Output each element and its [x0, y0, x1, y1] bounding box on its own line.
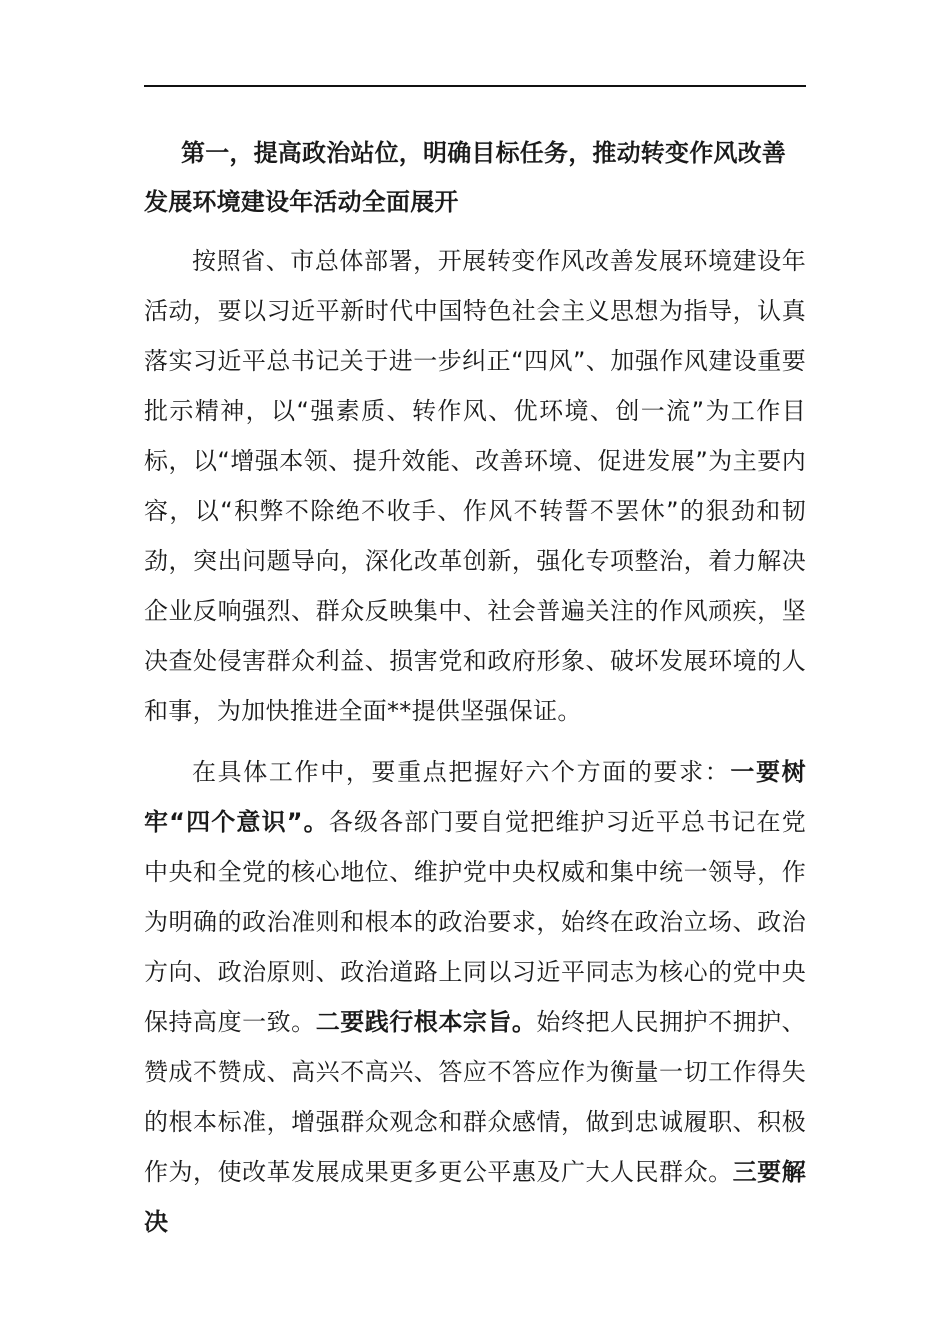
header-rule — [144, 85, 806, 87]
point-1-title: 一要树牢“四个意识”。 — [144, 758, 806, 836]
requirements-intro: 在具体工作中，要重点把握好六个方面的要求： — [192, 758, 731, 786]
point-3-title: 三要解决 — [144, 1158, 806, 1236]
section-heading: 第一，提高政治站位，明确目标任务，推动转变作风改善发展环境建设年活动全面展开 — [144, 139, 786, 216]
point-2-text: 始终把人民拥护不拥护、赞成不赞成、高兴不高兴、答应不答应作为衡量一切工作得失的根本标准，增强群众观念和群众感情，做到忠诚履职、积极作为，使改革发展成果更多更公平惠及广大人民群众。 — [144, 1008, 806, 1186]
point-2-title: 二要践行根本宗旨。 — [315, 1008, 537, 1036]
paragraph-requirements — [144, 747, 806, 1247]
point-1-text: 各级各部门要自觉把维护习近平总书记在党中央和全党的核心地位、维护党中央权威和集中统一领导，作为明确的政治准则和根本的政治要求，始终在政治立场、政治方向、政治原则、政治道路上同以习近平同志为核心的党中央保持高度一致。 — [144, 808, 806, 1036]
paragraph-deployment: 按照省、市总体部署，开展转变作风改善发展环境建设年活动，要以习近平新时代中国特色社会主义思想为指导，认真落实习近平总书记关于进一步纠正“四风”、加强作风建设重要批示精神，以“强素质、转作风、优环境、创一流”为工作目标，以“增强本领、提升效能、改善环境、促进发展”为主要内容，以“积弊不除绝不收手、作风不转誓不罢休”的狠劲和韧劲，突出问题导向，深化改革创新，强化专项整治，着力解决企业反响强烈、群众反映集中、社会普遍关注的作风顽疾，坚决查处侵害群众利益、损害党和政府形象、破坏发展环境的人和事，为加快推进全面**提供坚强保证。 — [144, 247, 806, 725]
